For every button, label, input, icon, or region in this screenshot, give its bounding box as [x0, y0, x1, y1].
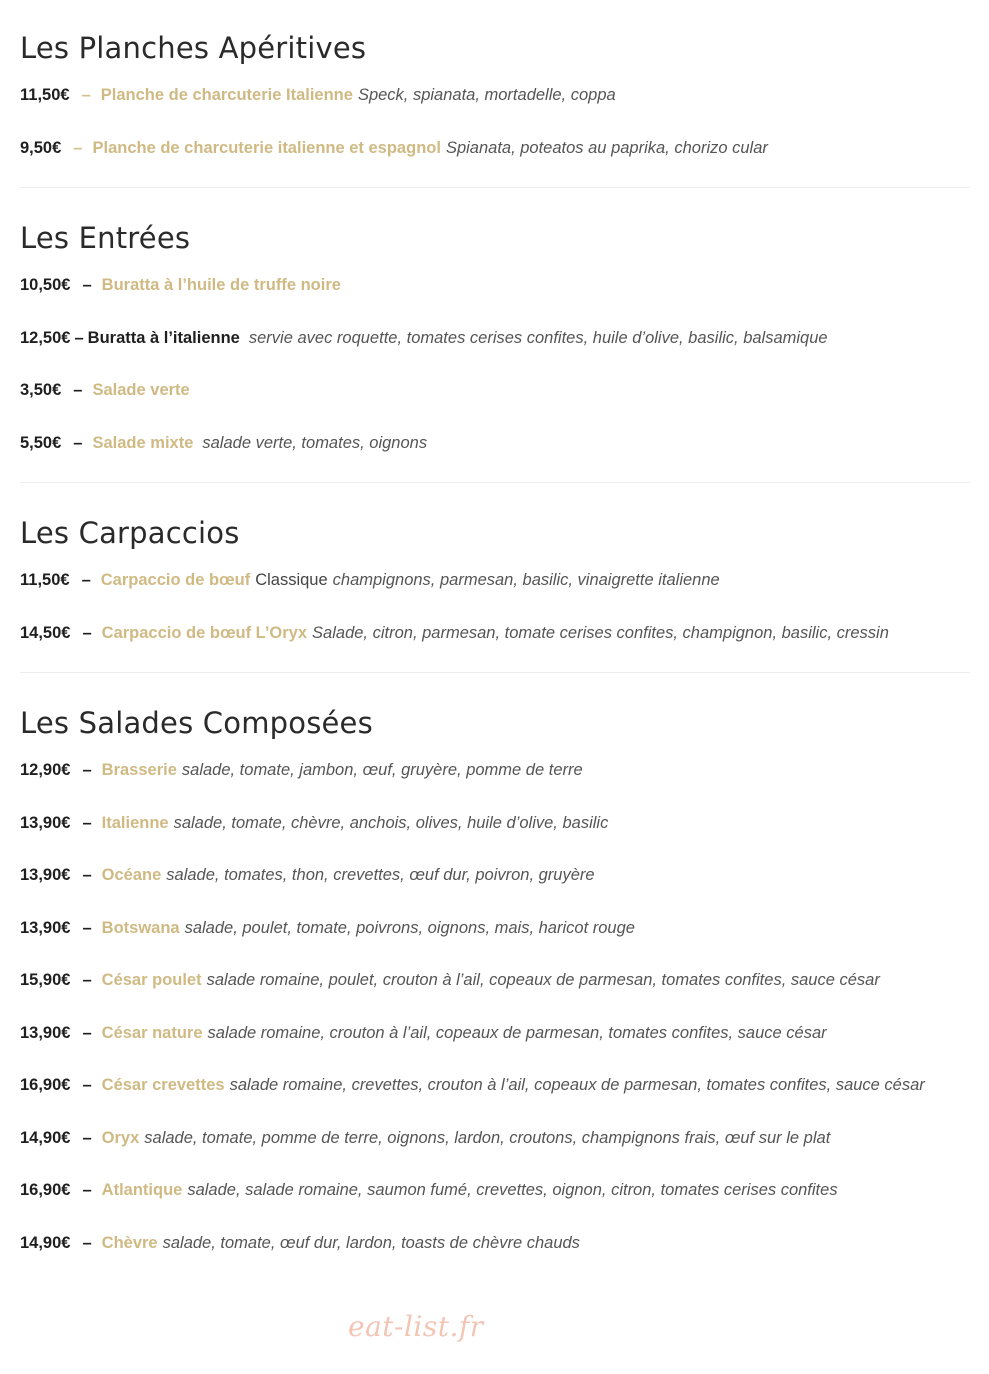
item-name: Atlantique [101, 1181, 183, 1199]
section-carpaccios [20, 513, 970, 673]
item-name: Oryx [101, 1128, 140, 1147]
item-dash: – [82, 1076, 92, 1094]
item-description: salade romaine, crouton à l’ail, copeaux de parmesan, tomates confites, sauce césar [207, 1023, 827, 1042]
item-price: 13,90€ [20, 866, 71, 884]
item-price: 3,50€ [20, 381, 62, 399]
menu-item [20, 567, 970, 593]
item-price: 16,90€ [20, 1181, 71, 1199]
menu-item [20, 430, 970, 456]
item-price: 14,90€ [20, 1233, 71, 1252]
item-dash: – [82, 866, 92, 884]
section-title: Les Entrées [20, 221, 191, 255]
item-price: 12,90€ [20, 761, 71, 779]
section-entrees [20, 218, 970, 483]
item-description: salade, tomate, œuf dur, lardon, toasts de chèvre chauds [162, 1233, 580, 1252]
menu-item [20, 1177, 970, 1203]
item-description: servie avec roquette, tomates cerises confites, huile d’olive, basilic, balsamique [248, 328, 828, 347]
item-price: 14,50€ [20, 623, 71, 642]
item-dash: – [82, 918, 92, 937]
menu-item [20, 272, 970, 298]
item-price: 9,50€ [20, 138, 62, 157]
menu-item [20, 862, 970, 888]
menu-item [20, 377, 970, 403]
item-dash: – [73, 433, 83, 452]
section-planches [20, 28, 970, 188]
item-description: Speck, spianata, mortadelle, coppa [357, 86, 616, 104]
item-description: salade, tomate, chèvre, anchois, olives, huile d’olive, basilic [173, 813, 609, 832]
item-name: Planche de charcuterie Italienne [100, 86, 353, 104]
item-price: 10,50€ [20, 276, 71, 294]
item-description: salade, tomate, jambon, œuf, gruyère, pomme de terre [181, 761, 583, 779]
item-price: 11,50€ [20, 86, 70, 104]
item-dash: – [82, 1233, 92, 1252]
menu-item [20, 1125, 970, 1151]
menu-item [20, 325, 970, 351]
item-price: 13,90€ [20, 918, 71, 937]
item-price: 16,90€ [20, 1076, 71, 1094]
item-list [20, 82, 970, 161]
menu-item [20, 1072, 970, 1098]
menu-item [20, 620, 970, 646]
item-name: Salade verte [92, 381, 190, 399]
item-name: Carpaccio de bœuf [100, 571, 251, 589]
item-dash: – [82, 623, 92, 642]
menu-item [20, 135, 970, 161]
item-name: Chèvre [101, 1233, 158, 1252]
menu-item [20, 915, 970, 941]
menu-item [20, 1230, 970, 1256]
menu-item [20, 757, 970, 783]
item-name: César nature [101, 1023, 203, 1042]
item-name: Carpaccio de bœuf L’Oryx [101, 623, 308, 642]
item-dash: – [82, 813, 92, 832]
item-name: Botswana [101, 918, 180, 937]
item-name: Planche de charcuterie italienne et espagnol [92, 138, 441, 157]
item-description: Salade, citron, parmesan, tomate cerises confites, champignon, basilic, cressin [312, 623, 889, 642]
item-dash: – [81, 571, 91, 589]
item-name: Salade mixte [92, 433, 194, 452]
item-description: salade romaine, poulet, crouton à l’ail, copeaux de parmesan, tomates confites, sauce césar [206, 971, 880, 989]
item-name: César crevettes [101, 1076, 225, 1094]
section-title: Les Planches Apéritives [20, 31, 367, 65]
menu-item [20, 967, 970, 993]
item-price: 14,90€ [20, 1128, 71, 1147]
item-dash: – [82, 276, 92, 294]
item-list [20, 757, 970, 1256]
item-price: 13,90€ [20, 1023, 71, 1042]
item-dash: – [81, 86, 91, 104]
section-divider [20, 672, 970, 673]
menu-item [20, 1020, 970, 1046]
item-price: 15,90€ [20, 971, 71, 989]
item-name: César poulet [101, 971, 202, 989]
item-name: Buratta à l’huile de truffe noire [101, 276, 341, 294]
item-dash: – [73, 138, 83, 157]
section-title: Les Salades Composées [20, 706, 373, 740]
item-dash: – [74, 328, 84, 347]
section-salades [20, 703, 970, 1256]
item-description: Spianata, poteatos au paprika, chorizo cular [445, 138, 768, 157]
item-dash: – [82, 1128, 92, 1147]
item-name: Brasserie [101, 761, 177, 779]
watermark: eat-list.fr [348, 1310, 484, 1343]
item-description: salade, poulet, tomate, poivrons, oignons, mais, haricot rouge [184, 918, 635, 937]
item-dash: – [73, 381, 83, 399]
item-description: champignons, parmesan, basilic, vinaigrette italienne [332, 571, 720, 589]
item-description: salade, salade romaine, saumon fumé, crevettes, oignon, citron, tomates cerises confites [187, 1181, 838, 1199]
section-divider [20, 187, 970, 188]
item-name: Italienne [101, 813, 169, 832]
item-price: 12,50€ [20, 328, 71, 347]
item-subtitle: Classique [255, 571, 328, 589]
menu-item [20, 810, 970, 836]
item-dash: – [82, 761, 92, 779]
section-title: Les Carpaccios [20, 516, 240, 550]
item-description: salade verte, tomates, oignons [202, 433, 428, 452]
item-price: 11,50€ [20, 571, 70, 589]
section-divider [20, 482, 970, 483]
item-price: 13,90€ [20, 813, 71, 832]
item-price: 5,50€ [20, 433, 62, 452]
item-name: Océane [101, 866, 162, 884]
item-description: salade romaine, crevettes, crouton à l’ail, copeaux de parmesan, tomates confites, sauce césar [229, 1076, 925, 1094]
item-description: salade, tomate, pomme de terre, oignons, lardon, croutons, champignons frais, œuf sur le plat [144, 1128, 831, 1147]
menu-item [20, 82, 970, 108]
item-name: Buratta à l’italienne [87, 328, 240, 347]
item-dash: – [82, 1181, 92, 1199]
item-description: salade, tomates, thon, crevettes, œuf dur, poivron, gruyère [166, 866, 595, 884]
menu [20, 28, 970, 1282]
item-list [20, 272, 970, 456]
item-dash: – [82, 1023, 92, 1042]
item-list [20, 567, 970, 646]
item-dash: – [82, 971, 92, 989]
